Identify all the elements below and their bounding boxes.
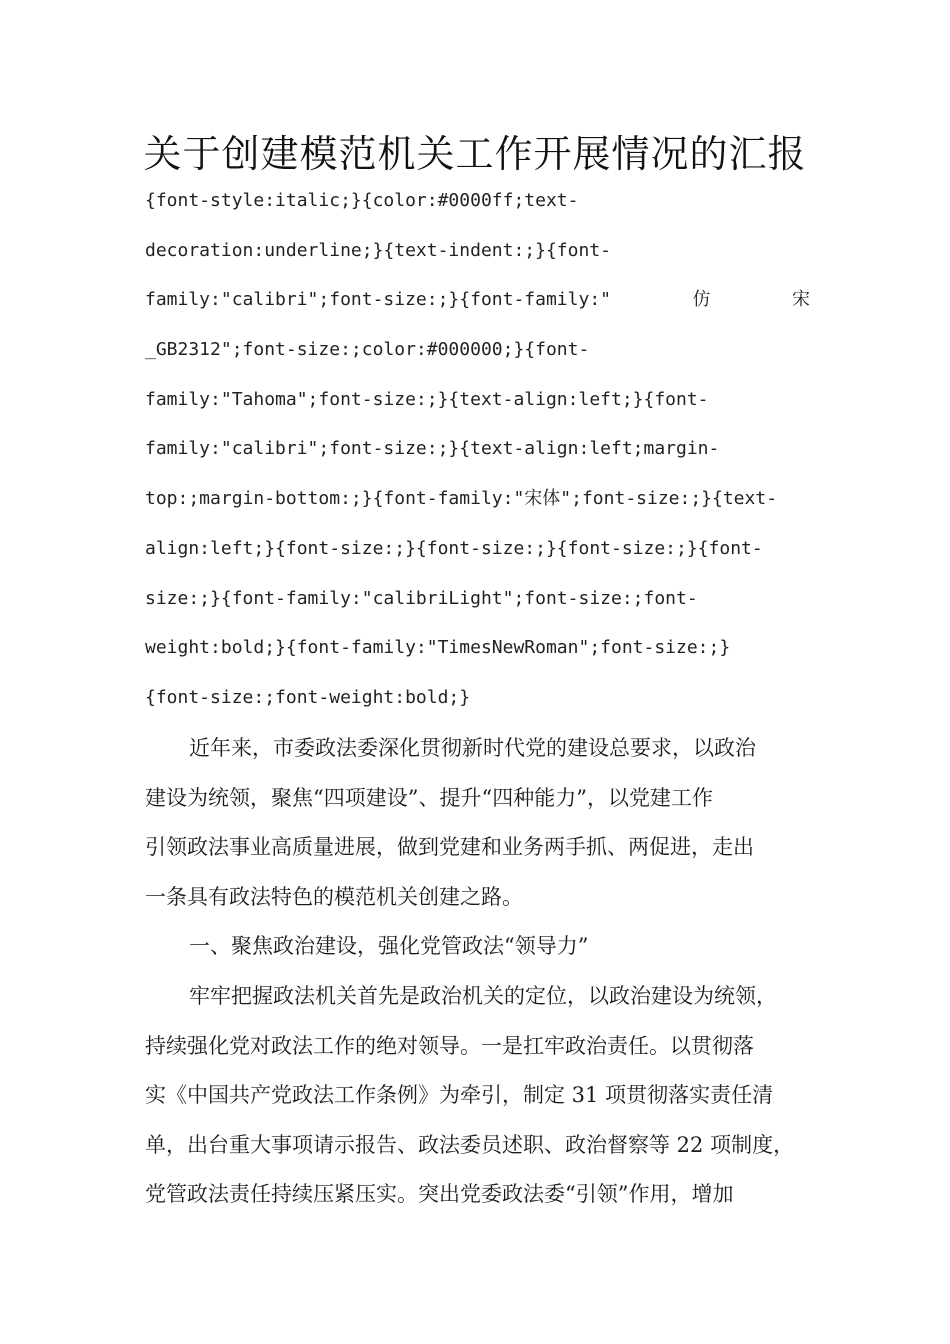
- code-line-segment: 仿: [692, 289, 711, 311]
- paragraph-line: 实《中国共产党政法工作条例》为牵引，制定 31 项贯彻落实责任清: [145, 1083, 774, 1108]
- code-line: size:;}{font-family:"calibriLight";font-size:;font-: [145, 587, 698, 609]
- paragraph-line: 引领政法事业高质量进展，做到党建和业务两手抓、两促进，走出: [145, 835, 754, 860]
- code-line-segment: 宋: [792, 289, 810, 311]
- body-text: [145, 724, 810, 1220]
- code-line: align:left;}{font-size:;}{font-size:;}{font-size:;}{font-: [145, 537, 763, 559]
- document-title: 关于创建模范机关工作开展情况的汇报: [143, 132, 807, 176]
- css-code-block: [145, 176, 810, 723]
- code-line: {font-style:italic;}{color:#0000ff;text-: [145, 190, 579, 211]
- code-line: family:"calibri";font-size:;}{text-align:left;margin-: [145, 438, 720, 460]
- code-line: _GB2312";font-size:;color:#000000;}{font-: [145, 339, 590, 361]
- code-line: decoration:underline;}{text-indent:;}{font-: [145, 239, 611, 261]
- paragraph-line: 一条具有政法特色的模范机关创建之路。: [145, 884, 523, 909]
- section-heading: 一、聚焦政治建设，强化党管政法“领导力”: [189, 934, 589, 959]
- paragraph-line: 近年来，市委政法委深化贯彻新时代党的建设总要求，以政治: [189, 736, 756, 760]
- code-line: top:;margin-bottom:;}{font-family:"宋体";font-size:;}{text-: [145, 488, 778, 510]
- paragraph-line: 牢牢把握政法机关首先是政治机关的定位，以政治建设为统领，: [189, 983, 777, 1008]
- code-line: weight:bold;}{font-family:"TimesNewRoman";font-size:;}: [145, 637, 731, 659]
- code-line: {font-size:;font-weight:bold;}: [145, 686, 471, 708]
- code-line-segment: family:"calibri";font-size:;}{font-family:": [145, 289, 611, 311]
- paragraph-line: 建设为统领，聚焦“四项建设”、提升“四种能力”，以党建工作: [145, 785, 713, 810]
- paragraph-line: 党管政法责任持续压紧压实。突出党委政法委“引领”作用，增加: [145, 1182, 734, 1207]
- paragraph-line: 持续强化党对政法工作的绝对领导。一是扛牢政治责任。以贯彻落: [145, 1033, 754, 1058]
- paragraph-line: 单，出台重大事项请示报告、政法委员述职、政治督察等 22 项制度，: [145, 1132, 795, 1157]
- code-line: [145, 275, 810, 325]
- code-line: family:"Tahoma";font-size:;}{text-align:left;}{font-: [145, 388, 709, 410]
